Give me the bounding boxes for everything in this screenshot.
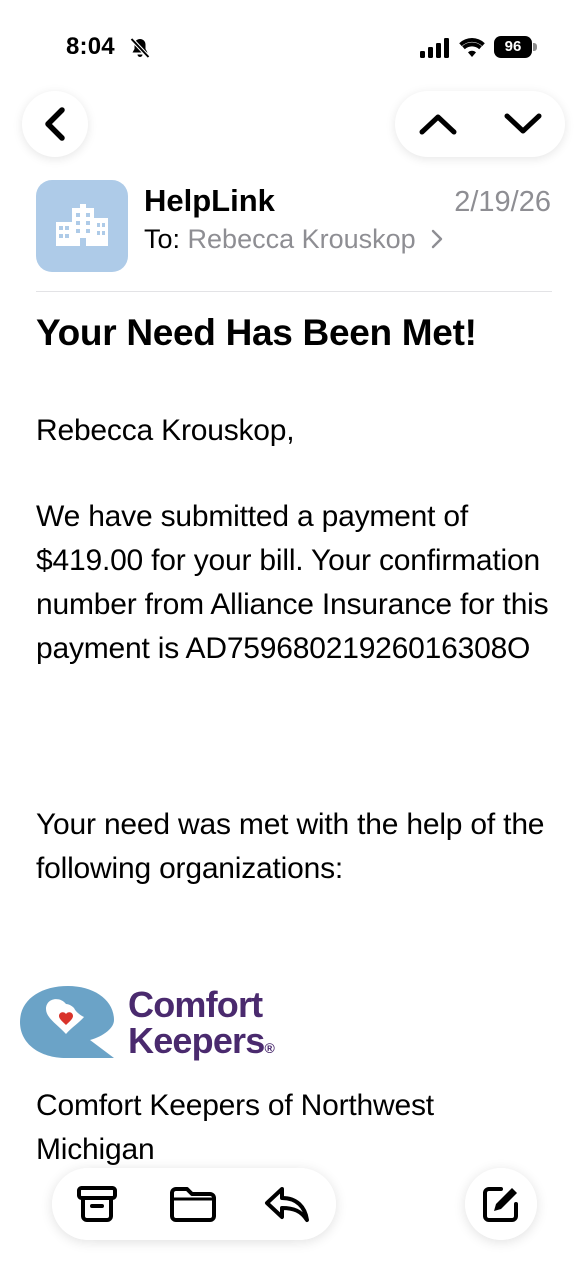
compose-button[interactable] [465,1168,537,1240]
recipient-row[interactable] [144,224,443,255]
buildings-icon [54,204,110,248]
greeting: Rebecca Krouskop, [36,414,295,447]
organization-name: Comfort Keepers of Northwest Michigan [36,1089,434,1166]
compose-icon [481,1184,521,1224]
bell-slash-icon [128,36,152,60]
email-date: 2/19/26 [454,186,551,218]
status-bar [0,0,588,90]
archive-button[interactable] [52,1168,142,1240]
back-button[interactable] [22,91,88,157]
email-subject: Your Need Has Been Met! [36,312,477,353]
reply-icon [264,1185,310,1223]
logo-word-keepers [128,1020,274,1062]
archive-icon [76,1184,118,1224]
battery-level: 96 [494,36,532,58]
sender-avatar[interactable] [36,180,128,272]
next-message-button[interactable] [480,91,565,157]
chevron-right-icon [431,229,443,249]
previous-message-button[interactable] [395,91,480,157]
wifi-icon [458,36,486,58]
logo-heart-icon [18,984,118,1060]
organizations-paragraph: Your need was met with the help of the following organizations: [36,808,545,885]
chevron-up-icon [418,111,458,137]
sender-name[interactable]: HelpLink [144,183,275,218]
chevron-left-icon [42,106,68,142]
payment-paragraph: We have submitted a payment of $419.00 for your bill. Your confirmation number from Alliance Insurance for this payment is AD75968021926016308O [36,500,549,665]
logo-registered-mark: ® [264,1040,274,1056]
folder-icon [169,1185,217,1223]
move-to-folder-button[interactable] [148,1168,238,1240]
message-navigation [395,91,565,157]
reply-button[interactable] [242,1168,332,1240]
comfort-keepers-logo [18,982,288,1062]
status-time: 8:04 [66,33,115,60]
battery-tip [533,43,537,51]
logo-word-comfort: Comfort [128,984,263,1025]
to-label: To: [144,224,181,254]
battery-icon [494,36,538,58]
bottom-toolbar [52,1168,336,1240]
chevron-down-icon [503,111,543,137]
recipient-name: Rebecca Krouskop [187,224,416,254]
logo-word-keepers-text: Keepers [128,1020,265,1061]
header-divider [36,291,552,292]
cellular-signal-icon [420,38,452,58]
